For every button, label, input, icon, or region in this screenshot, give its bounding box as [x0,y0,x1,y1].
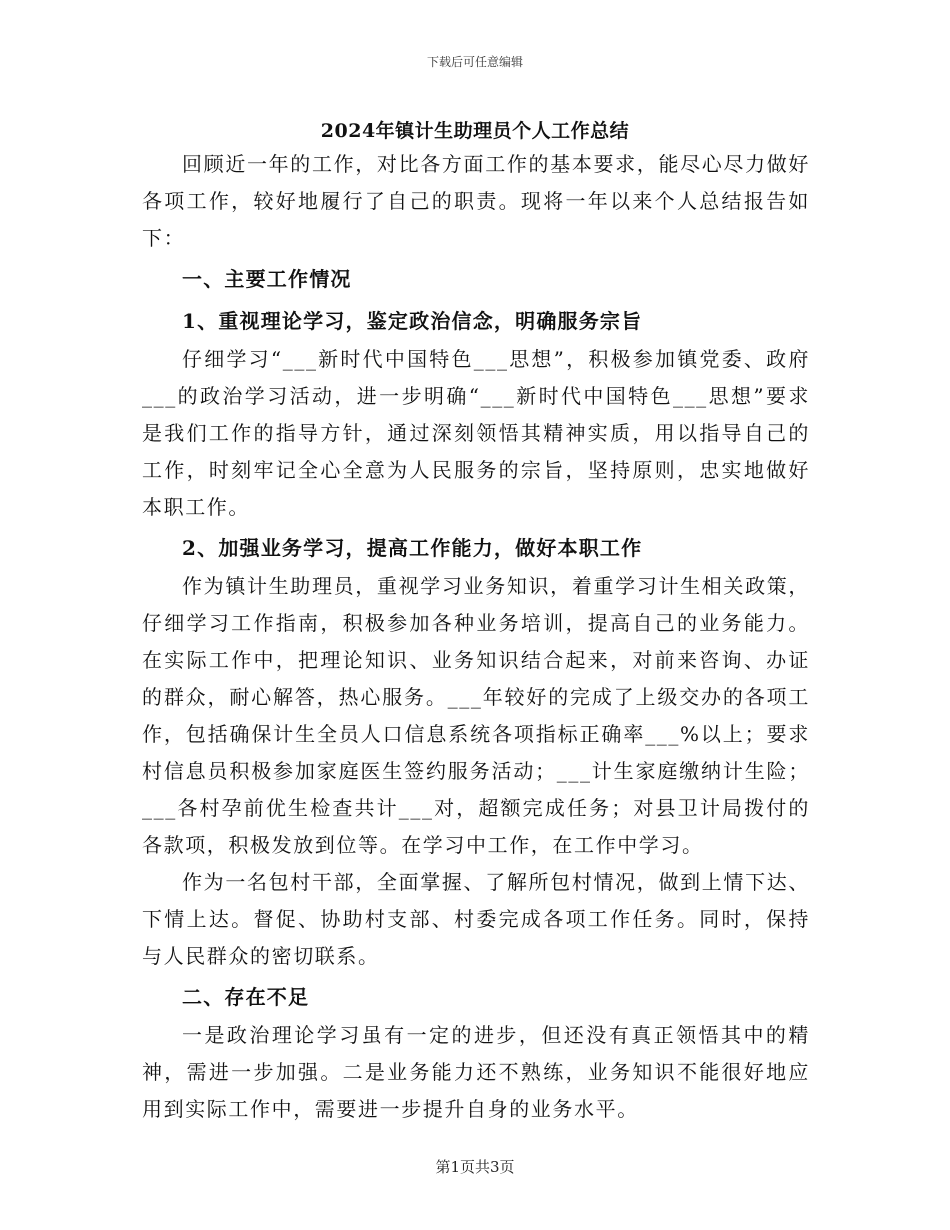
header-note: 下载后可任意编辑 [426,55,523,69]
paragraph-business-study: 作为镇计生助理员，重视学习业务知识，着重学习计生相关政策，仔细学习工作指南，积极参加各种业务培训，提高自己的业务能力。在实际工作中，把理论知识、业务知识结合起来，对前来咨询、办证的群众，耐心解答，热心服务。___年较好的完成了上级交办的各项工作，包括确保计生全员人口信息系统各项指标正确率___%以上；要求村信息员积极参加家庭医生签约服务活动；___计生家庭缴纳计生险；___各村孕前优生检查共计___对，超额完成任务；对县卫计局拨付的各款项，积极发放到位等。在学习中工作，在工作中学习。 [142,574,810,857]
section-heading-main-work: 一、主要工作情况 [182,267,352,291]
section-heading-shortcomings: 二、存在不足 [182,985,310,1009]
page-number: 第1页共3页 [435,1158,515,1176]
paragraph-village-cadre: 作为一名包村干部，全面掌握、了解所包村情况，做到上情下达、下情上达。督促、协助村支部、村委完成各项工作任务。同时，保持与人民群众的密切联系。 [142,870,810,968]
paragraph-shortcomings: 一是政治理论学习虽有一定的进步，但还没有真正领悟其中的精神，需进一步加强。二是业务能力还不熟练，业务知识不能很好地应用到实际工作中，需要进一步提升自身的业务水平。 [142,1023,810,1121]
document-title: 2024年镇计生助理员个人工作总结 [320,120,630,142]
intro-paragraph: 回顾近一年的工作，对比各方面工作的基本要求，能尽心尽力做好各项工作，较好地履行了自己的职责。现将一年以来个人总结报告如下： [142,152,810,250]
document-body [142,146,810,1128]
paragraph-theory-study: 仔细学习“___新时代中国特色___思想”，积极参加镇党委、政府___的政治学习活动，进一步明确“___新时代中国特色___思想”要求是我们工作的指导方针，通过深刻领悟其精神实质，用以指导自己的工作，时刻牢记全心全意为人民服务的宗旨，坚持原则，忠实地做好本职工作。 [142,347,810,519]
subheading-business-study: 2、加强业务学习，提高工作能力，做好本职工作 [182,536,643,560]
subheading-theory-study: 1、重视理论学习，鉴定政治信念，明确服务宗旨 [182,309,643,333]
